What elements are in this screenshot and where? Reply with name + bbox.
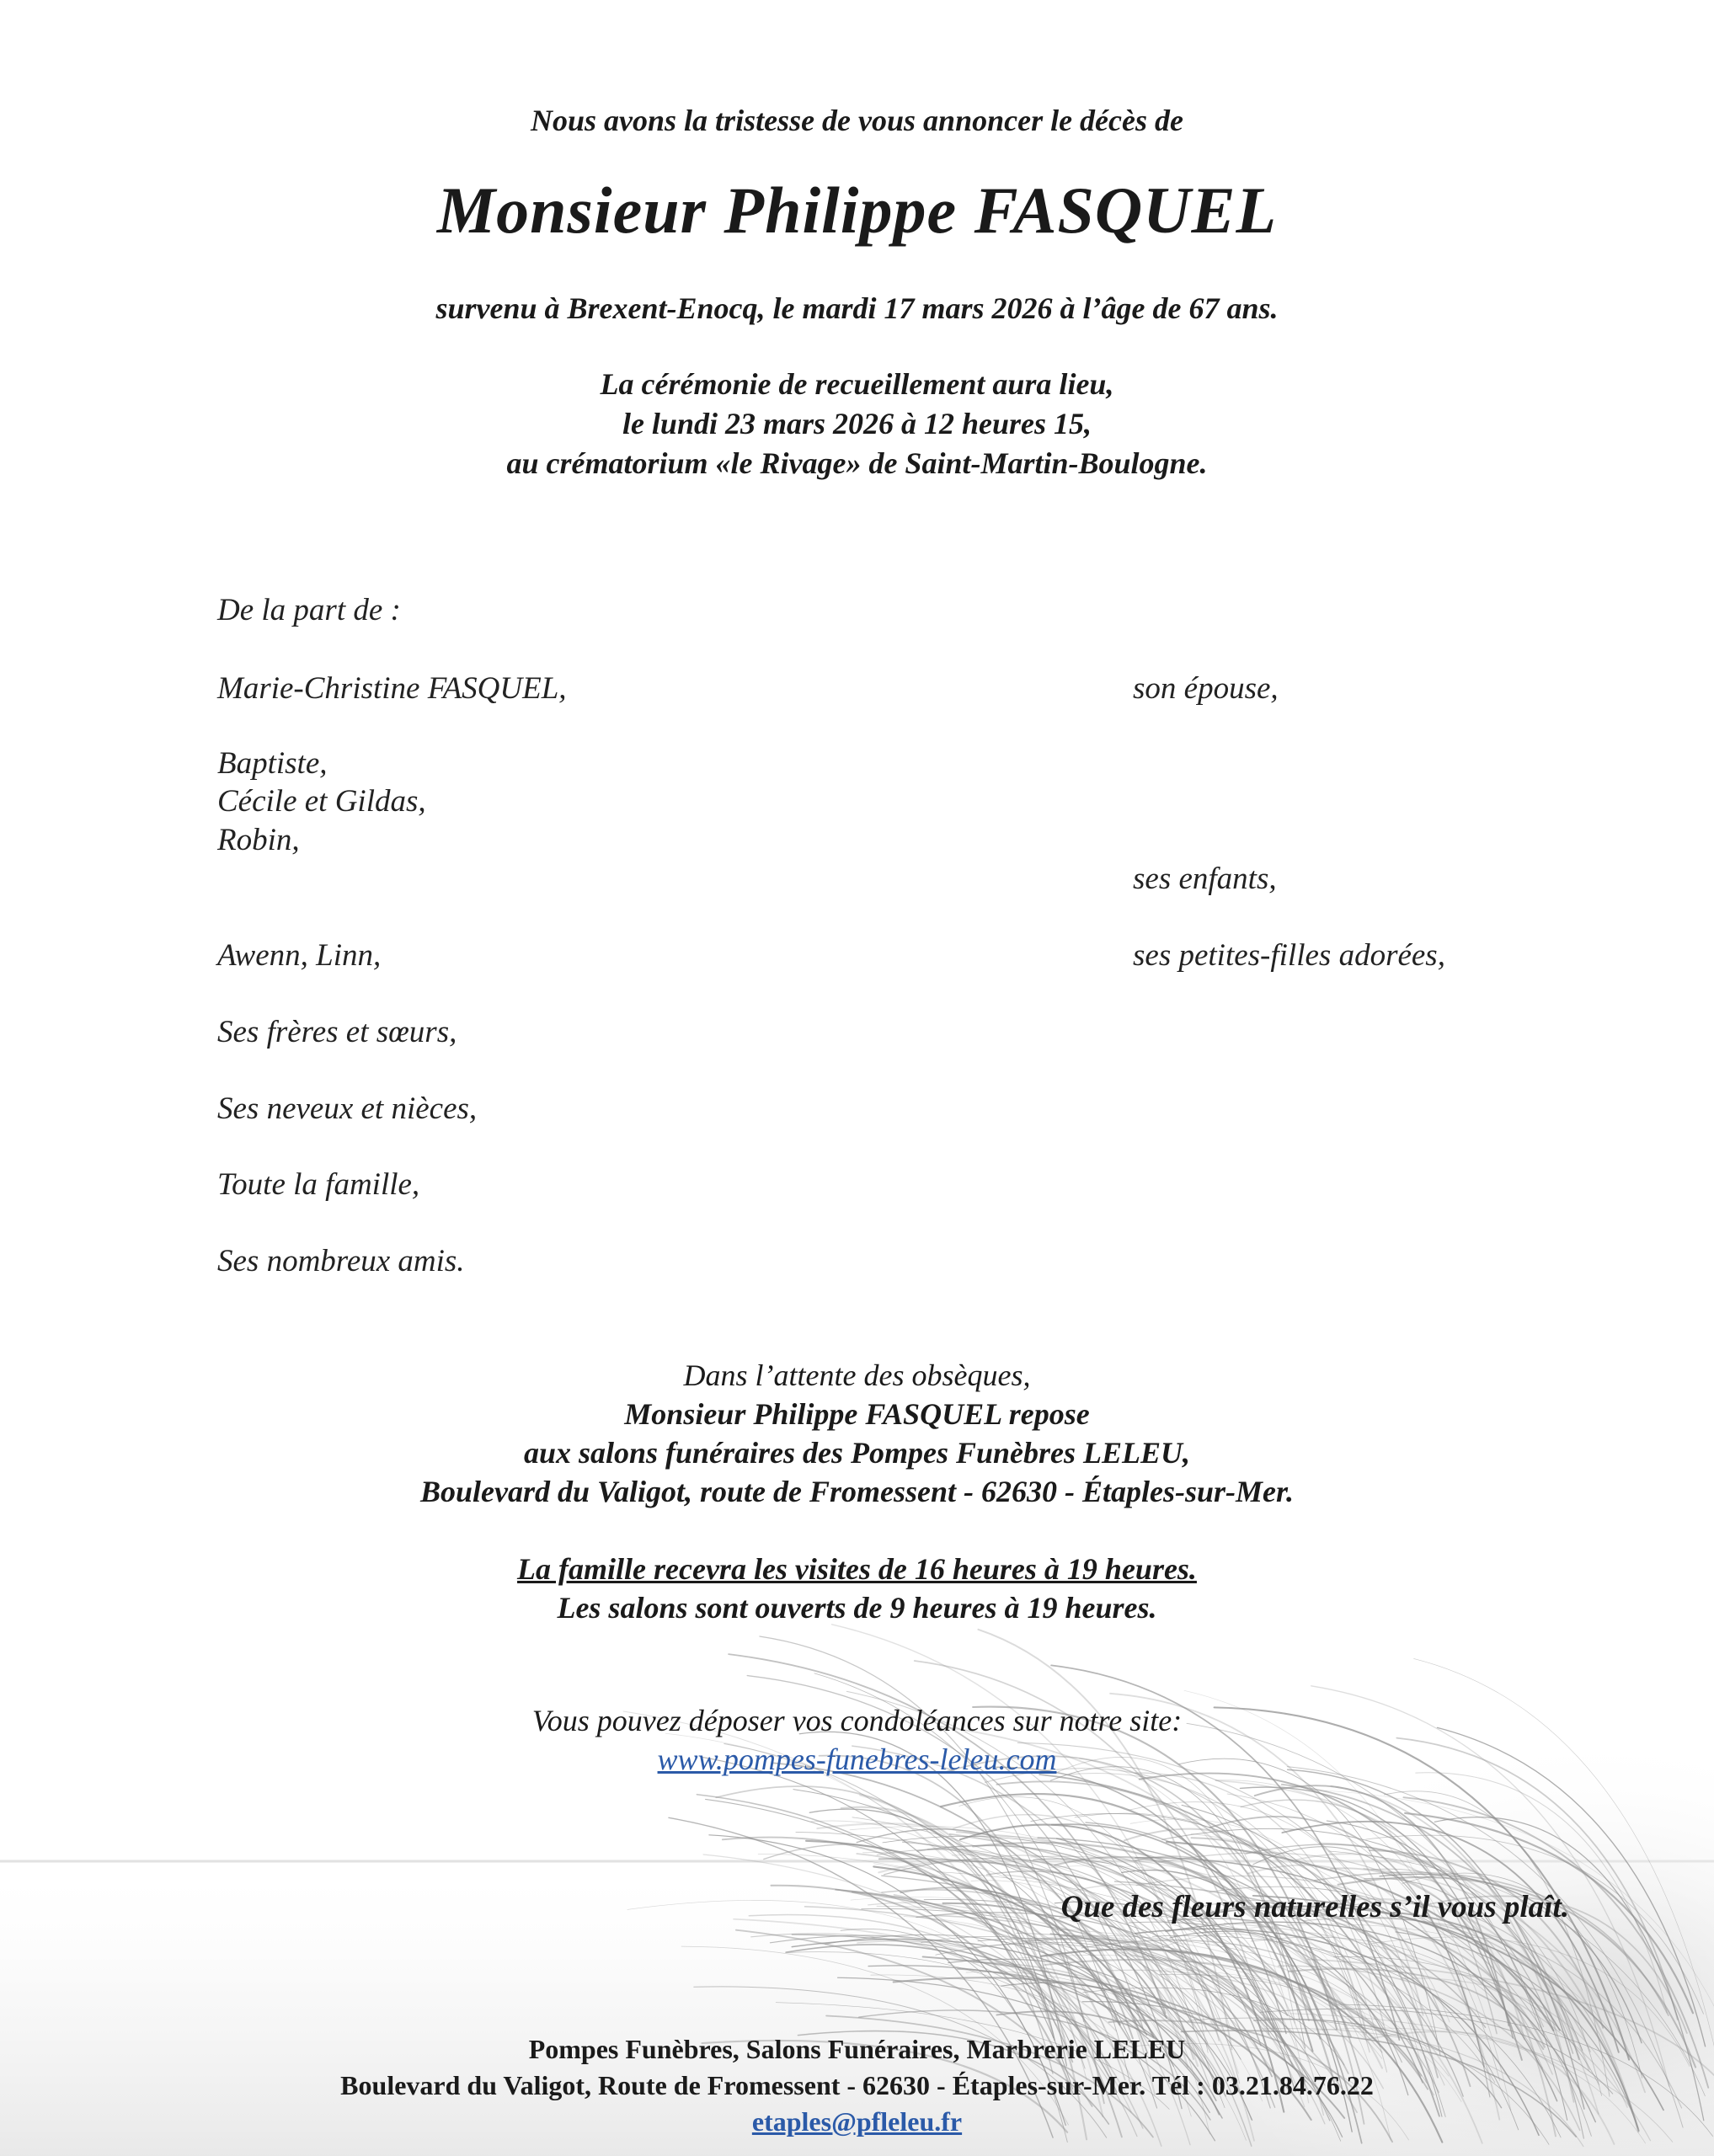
death-info: survenu à Brexent-Enocq, le mardi 17 mars 2026 à l’âge de 67 ans. [435, 291, 1279, 325]
family-member: Marie-Christine FASQUEL, [217, 671, 567, 706]
ceremony-line: le lundi 23 mars 2026 à 12 heures 15, [622, 407, 1092, 440]
awaiting-line: aux salons funéraires des Pompes Funèbres LELEU, [523, 1436, 1191, 1470]
family-member: Baptiste, [217, 746, 328, 781]
family-member: Awenn, Linn, [217, 938, 382, 973]
ceremony-info [0, 365, 1714, 483]
condolences-text: Vous pouvez déposer vos condoléances sur notre site: [531, 1704, 1183, 1737]
family-member: Ses neveux et nièces, [217, 1091, 478, 1126]
salon-hours: Les salons sont ouverts de 9 heures à 19 heures. [557, 1591, 1157, 1625]
footer-email-link[interactable]: etaples@pfleleu.fr [751, 2106, 963, 2137]
family-member: Ses nombreux amis. [217, 1244, 465, 1278]
footer [0, 2031, 1714, 2140]
ceremony-line: La cérémonie de recueillement aura lieu, [600, 367, 1114, 401]
visiting-hours [0, 1550, 1714, 1627]
awaiting-funeral-block [0, 1356, 1714, 1511]
family-relation: ses enfants, [1133, 862, 1277, 896]
flowers-note: Que des fleurs naturelles s’il vous plaît. [1060, 1890, 1569, 1924]
website-link[interactable]: www.pompes-funebres-leleu.com [657, 1742, 1057, 1776]
family-member: Cécile et Gildas, [217, 784, 426, 819]
deceased-name: Monsieur Philippe FASQUEL [436, 173, 1278, 247]
family-member: Ses frères et sœurs, [217, 1015, 457, 1049]
awaiting-line: Boulevard du Valigot, route de Fromessent - 62630 - Étaples-sur-Mer. [419, 1475, 1295, 1508]
footer-address: Boulevard du Valigot, Route de Fromessent - 62630 - Étaples-sur-Mer. Tél : 03.21.84.76.22 [340, 2070, 1374, 2100]
ceremony-line: au crématorium «le Rivage» de Saint-Martin-Boulogne. [506, 446, 1208, 480]
awaiting-line: Dans l’attente des obsèques, [683, 1358, 1031, 1392]
awaiting-line: Monsieur Philippe FASQUEL repose [624, 1397, 1090, 1431]
condolences-block [0, 1701, 1714, 1779]
family-visits: La famille recevra les visites de 16 heures à 19 heures. [517, 1552, 1197, 1586]
family-relation: ses petites-filles adorées, [1133, 938, 1445, 973]
family-member: Robin, [217, 823, 300, 857]
from-label: De la part de : [217, 593, 401, 627]
family-member: Toute la famille, [217, 1167, 420, 1202]
family-relation: son épouse, [1133, 671, 1279, 706]
announcement-intro: Nous avons la tristesse de vous annoncer le décès de [531, 104, 1183, 137]
footer-company: Pompes Funèbres, Salons Funéraires, Marbrerie LELEU [528, 2034, 1186, 2064]
